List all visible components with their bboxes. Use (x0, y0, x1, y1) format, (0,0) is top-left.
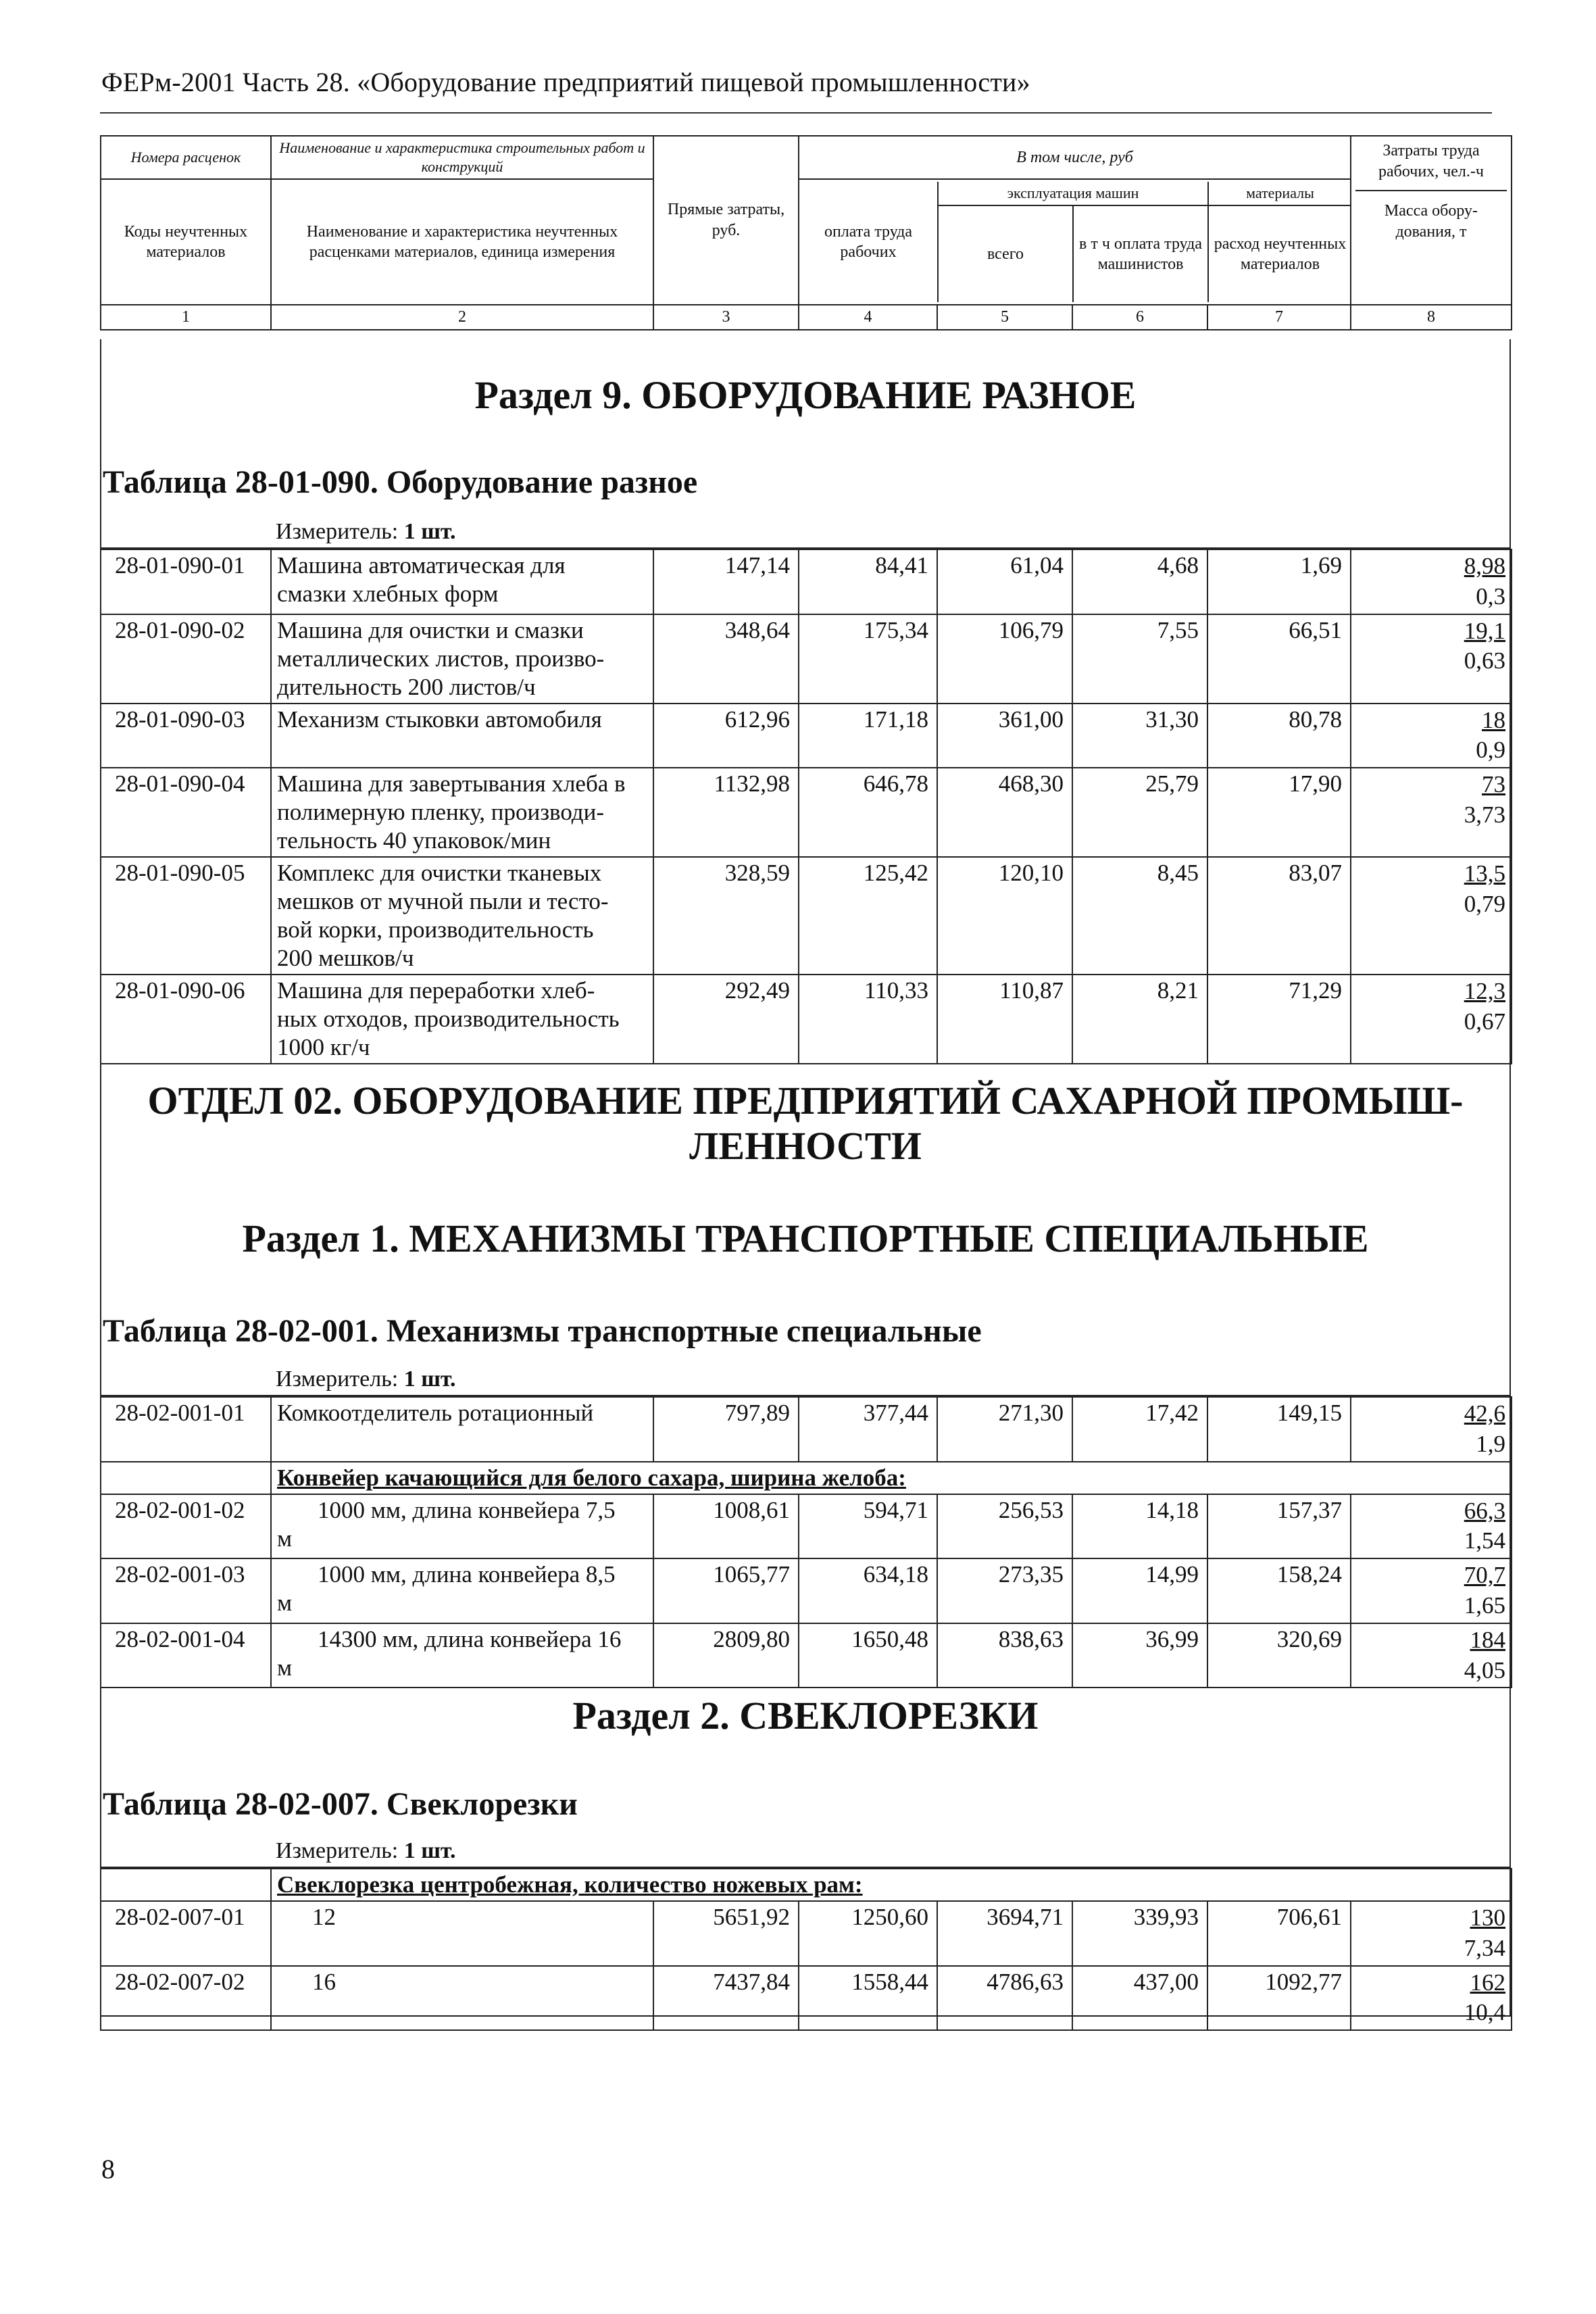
equipment-mass-value: 0,79 (1464, 890, 1505, 917)
direct-cost-cell: 1008,61 (653, 1494, 799, 1559)
col-number: 7 (1207, 305, 1351, 330)
operator-pay-cell: 8,45 (1072, 857, 1207, 975)
group-label: Конвейер качающийся для белого сахара, ширина желоба: (271, 1462, 1512, 1494)
header-breakdown-inner (799, 182, 1351, 302)
worker-pay-cell: 1558,44 (799, 1966, 937, 2031)
operator-pay-cell: 4,68 (1072, 549, 1207, 614)
department-title (100, 1079, 1511, 1168)
header-uncounted-materials-use: расход неучтенных материалов (1214, 235, 1347, 274)
labor-costs-value: 130 (1470, 1904, 1506, 1931)
rate-name (271, 1623, 653, 1688)
rate-code: 28-02-007-02 (101, 1966, 271, 2031)
table-28-02-001 (100, 1396, 1512, 1688)
equipment-mass-value: 0,3 (1476, 583, 1505, 610)
operator-pay-cell: 36,99 (1072, 1623, 1207, 1688)
header-rule (100, 112, 1492, 114)
header-column-numbers (101, 305, 1512, 330)
header-rate-numbers: Номера расценок (101, 136, 271, 179)
labor-costs-value: 70,7 (1464, 1562, 1505, 1589)
col-number: 6 (1072, 305, 1207, 330)
worker-pay-cell: 110,33 (799, 975, 937, 1064)
rate-name-line: 200 мешков/ч (277, 945, 414, 972)
equipment-mass-value: 1,54 (1464, 1527, 1505, 1554)
unit-line (276, 1838, 456, 1864)
section-title: Раздел 9. ОБОРУДОВАНИЕ РАЗНОЕ (474, 373, 1137, 417)
materials-cell: 1,69 (1207, 549, 1351, 614)
labor-costs-value: 12,3 (1464, 978, 1505, 1005)
labor-costs-value: 66,3 (1464, 1497, 1505, 1524)
rate-code: 28-02-001-01 (101, 1397, 271, 1462)
rate-name: 12 (271, 1901, 653, 1966)
rate-name-line: Машина для переработки хлеб- (277, 977, 595, 1004)
equipment-mass-value: 10,4 (1464, 1999, 1506, 2026)
worker-pay-cell: 1250,60 (799, 1901, 937, 1966)
header-machine-operation: эксплуатация машин (938, 182, 1208, 205)
header-labor-mass (1351, 136, 1512, 305)
group-row (101, 1869, 1512, 1901)
rate-name (271, 614, 653, 704)
header-equipment-mass: Масса обору-дования, т (1355, 190, 1507, 242)
col-number: 3 (653, 305, 799, 330)
rate-code: 28-01-090-06 (101, 975, 271, 1064)
table-title: Таблица 28-02-007. Свеклорезки (103, 1786, 578, 1822)
labor-mass-cell (1351, 614, 1512, 704)
equipment-mass-value: 0,9 (1476, 737, 1505, 764)
header-materials: материалы (1208, 182, 1351, 205)
unit-label: Измеритель: (276, 1367, 399, 1392)
rate-code: 28-01-090-04 (101, 768, 271, 857)
direct-cost-cell: 2809,80 (653, 1623, 799, 1688)
labor-costs-value: 8,98 (1464, 553, 1505, 579)
machine-total-cell: 120,10 (937, 857, 1072, 975)
header-breakdown (799, 179, 1351, 305)
labor-mass-cell (1351, 975, 1512, 1064)
operator-pay-cell: 14,18 (1072, 1494, 1207, 1559)
rate-name-line: Машина для завертывания хлеба в (277, 770, 626, 797)
labor-mass-cell (1351, 704, 1512, 768)
direct-cost-cell: 328,59 (653, 857, 799, 975)
rate-name (271, 768, 653, 857)
direct-cost-cell: 5651,92 (653, 1901, 799, 1966)
equipment-mass-value: 1,65 (1464, 1592, 1505, 1619)
equipment-mass-value: 1,9 (1476, 1430, 1505, 1457)
operator-pay-cell: 339,93 (1072, 1901, 1207, 1966)
materials-cell: 149,15 (1207, 1397, 1351, 1462)
labor-mass-cell (1351, 1901, 1512, 1966)
section-title: Раздел 1. МЕХАНИЗМЫ ТРАНСПОРТНЫЕ СПЕЦИАЛЬНЫЕ (242, 1216, 1369, 1260)
rate-name: 16 (271, 1966, 653, 2031)
direct-cost-cell: 612,96 (653, 704, 799, 768)
worker-pay-cell: 171,18 (799, 704, 937, 768)
operator-pay-cell: 437,00 (1072, 1966, 1207, 2031)
labor-mass-cell (1351, 1558, 1512, 1623)
rate-name-line: тельность 40 упаковок/мин (277, 827, 551, 854)
page-number: 8 (101, 2154, 115, 2184)
direct-cost-cell: 292,49 (653, 975, 799, 1064)
col-number: 2 (271, 305, 653, 330)
materials-cell: 66,51 (1207, 614, 1351, 704)
rate-name-line: ных отходов, производительность (277, 1006, 620, 1033)
machine-total-cell: 838,63 (937, 1623, 1072, 1688)
table-row (101, 768, 1512, 857)
rate-name-line: м (277, 1590, 293, 1617)
direct-cost-cell: 797,89 (653, 1397, 799, 1462)
machine-total-cell: 361,00 (937, 704, 1072, 768)
rate-name-line: вой корки, производительность (277, 916, 594, 943)
table-row (101, 614, 1512, 704)
header-incl-rub: В том числе, руб (799, 136, 1351, 179)
labor-costs-value: 42,6 (1464, 1400, 1505, 1427)
rate-code: 28-02-007-01 (101, 1901, 271, 1966)
rate-name-line: смазки хлебных форм (277, 581, 499, 607)
rate-name-line: 14300 мм, длина конвейера 16 (318, 1625, 622, 1652)
table-row (101, 1494, 1512, 1559)
rate-name-line: Машина для очистки и смазки (277, 616, 584, 643)
running-head: ФЕРм-2001 Часть 28. «Оборудование предприятий пищевой промышленности» (101, 67, 1030, 97)
section-title: Раздел 2. СВЕКЛОРЕЗКИ (572, 1694, 1039, 1738)
header-codes-uncounted: Коды неучтенных материалов (101, 179, 271, 305)
operator-pay-cell: 31,30 (1072, 704, 1207, 768)
machine-total-cell: 3694,71 (937, 1901, 1072, 1966)
worker-pay-cell: 377,44 (799, 1397, 937, 1462)
table-title: Таблица 28-01-090. Оборудование разное (103, 464, 698, 500)
labor-costs-value: 19,1 (1464, 617, 1505, 644)
rate-name-line: дительность 200 листов/ч (277, 673, 536, 700)
unit-label: Измеритель: (276, 1838, 399, 1863)
labor-costs-value: 162 (1470, 1969, 1506, 1996)
materials-cell: 706,61 (1207, 1901, 1351, 1966)
rate-code: 28-02-001-02 (101, 1494, 271, 1559)
header-total: всего (938, 205, 1073, 302)
worker-pay-cell: 175,34 (799, 614, 937, 704)
unit-value: 1 шт. (403, 1838, 456, 1863)
rate-code: 28-01-090-01 (101, 549, 271, 614)
rate-code: 28-01-090-05 (101, 857, 271, 975)
rate-name (271, 857, 653, 975)
table-body (101, 1869, 1512, 2030)
rate-name (271, 1558, 653, 1623)
rate-name-line: полимерную пленку, производи- (277, 799, 605, 826)
table-row (101, 704, 1512, 768)
header-name-char: Наименование и характеристика строительных работ и конструкций (271, 136, 653, 179)
equipment-mass-value: 7,34 (1464, 1934, 1506, 1961)
header-incl-operator-pay: в т ч оплата труда машинистов (1073, 205, 1208, 302)
table-title: Таблица 28-02-001. Механизмы транспортные специальные (103, 1313, 982, 1349)
labor-costs-value: 184 (1470, 1626, 1505, 1653)
department-title-line1: ОТДЕЛ 02. ОБОРУДОВАНИЕ ПРЕДПРИЯТИЙ САХАРНОЙ ПРОМЫШ- (147, 1079, 1464, 1123)
table-row (101, 1397, 1512, 1462)
materials-cell: 17,90 (1207, 768, 1351, 857)
rate-name-line: 1000 мм, длина конвейера 8,5 (318, 1561, 616, 1588)
col-number: 8 (1351, 305, 1512, 330)
code-cell (101, 1462, 271, 1494)
table-28-02-007 (100, 1868, 1512, 2031)
labor-mass-cell (1351, 1623, 1512, 1688)
rate-code: 28-02-001-03 (101, 1558, 271, 1623)
table-row (101, 549, 1512, 614)
materials-cell: 80,78 (1207, 704, 1351, 768)
labor-mass-cell (1351, 857, 1512, 975)
direct-cost-cell: 348,64 (653, 614, 799, 704)
machine-total-cell: 106,79 (937, 614, 1072, 704)
col-number: 1 (101, 305, 271, 330)
table-row (101, 1901, 1512, 1966)
labor-costs-value: 73 (1482, 771, 1505, 798)
rate-name-line: Механизм стыковки автомобиля (277, 706, 602, 733)
rate-code: 28-01-090-03 (101, 704, 271, 768)
worker-pay-cell: 646,78 (799, 768, 937, 857)
rate-name-line: металлических листов, произво- (277, 645, 605, 672)
operator-pay-cell: 14,99 (1072, 1558, 1207, 1623)
rate-name (271, 704, 653, 768)
rate-name (271, 975, 653, 1064)
rate-name-line: м (277, 1654, 293, 1681)
unit-value: 1 шт. (403, 1367, 456, 1392)
table-body (101, 549, 1512, 1064)
table-row (101, 1623, 1512, 1688)
materials-cell: 158,24 (1207, 1558, 1351, 1623)
header-name-uncounted: Наименование и характеристика неучтенных расценками материалов, единица измерения (271, 179, 653, 305)
rate-code: 28-01-090-02 (101, 614, 271, 704)
equipment-mass-value: 4,05 (1464, 1656, 1505, 1683)
machine-total-cell: 273,35 (937, 1558, 1072, 1623)
group-row (101, 1462, 1512, 1494)
rate-name: Комкоотделитель ротационный (271, 1397, 653, 1462)
group-label: Свеклорезка центробежная, количество ножевых рам: (271, 1869, 1512, 1901)
machine-total-cell: 271,30 (937, 1397, 1072, 1462)
worker-pay-cell: 594,71 (799, 1494, 937, 1559)
rate-name-line: м (277, 1525, 293, 1552)
direct-cost-cell: 1132,98 (653, 768, 799, 857)
materials-cell: 320,69 (1207, 1623, 1351, 1688)
unit-line (276, 1367, 456, 1392)
code-cell (101, 1869, 271, 1901)
table-28-01-090 (100, 549, 1512, 1064)
col-number: 5 (937, 305, 1072, 330)
operator-pay-cell: 25,79 (1072, 768, 1207, 857)
rate-name-line: мешков от мучной пыли и тесто- (277, 888, 609, 915)
rate-code: 28-02-001-04 (101, 1623, 271, 1688)
materials-cell: 157,37 (1207, 1494, 1351, 1559)
machine-total-cell: 4786,63 (937, 1966, 1072, 2031)
labor-mass-cell (1351, 1397, 1512, 1462)
unit-line (276, 519, 456, 545)
machine-total-cell: 468,30 (937, 768, 1072, 857)
rate-name-line: Комплекс для очистки тканевых (277, 860, 602, 887)
machine-total-cell: 256,53 (937, 1494, 1072, 1559)
equipment-mass-value: 0,63 (1464, 647, 1505, 674)
operator-pay-cell: 7,55 (1072, 614, 1207, 704)
labor-mass-cell (1351, 1494, 1512, 1559)
labor-mass-cell (1351, 1966, 1512, 2031)
column-header-table (100, 135, 1512, 330)
labor-costs-value: 18 (1482, 706, 1505, 733)
rate-name (271, 549, 653, 614)
labor-mass-cell (1351, 768, 1512, 857)
table-row (101, 1966, 1512, 2031)
worker-pay-cell: 125,42 (799, 857, 937, 975)
rate-name-line: Машина автоматическая для (277, 552, 566, 578)
worker-pay-cell: 84,41 (799, 549, 937, 614)
department-title-line2: ЛЕННОСТИ (689, 1123, 922, 1168)
unit-label: Измеритель: (276, 519, 399, 544)
header-direct-costs: Прямые затраты, руб. (653, 136, 799, 305)
direct-cost-cell: 147,14 (653, 549, 799, 614)
table-body (101, 1397, 1512, 1688)
worker-pay-cell: 1650,48 (799, 1623, 937, 1688)
direct-cost-cell: 1065,77 (653, 1558, 799, 1623)
operator-pay-cell: 17,42 (1072, 1397, 1207, 1462)
worker-pay-cell: 634,18 (799, 1558, 937, 1623)
materials-cell: 1092,77 (1207, 1966, 1351, 2031)
rate-name-line: 1000 мм, длина конвейера 7,5 (318, 1496, 616, 1523)
table-row (101, 857, 1512, 975)
operator-pay-cell: 8,21 (1072, 975, 1207, 1064)
labor-costs-value: 13,5 (1464, 860, 1505, 887)
table-row (101, 1558, 1512, 1623)
equipment-mass-value: 3,73 (1464, 801, 1505, 828)
header-labor-costs: Затраты труда рабочих, чел.-ч (1378, 142, 1484, 180)
col-number: 4 (799, 305, 937, 330)
machine-total-cell: 110,87 (937, 975, 1072, 1064)
labor-mass-cell (1351, 549, 1512, 614)
materials-cell: 71,29 (1207, 975, 1351, 1064)
direct-cost-cell: 7437,84 (653, 1966, 799, 2031)
equipment-mass-value: 0,67 (1464, 1008, 1505, 1035)
machine-total-cell: 61,04 (937, 549, 1072, 614)
materials-cell: 83,07 (1207, 857, 1351, 975)
rate-name-line: 1000 кг/ч (277, 1034, 370, 1061)
unit-value: 1 шт. (403, 519, 456, 544)
header-worker-pay: оплата труда рабочих (799, 182, 938, 302)
rate-name (271, 1494, 653, 1559)
table-row (101, 975, 1512, 1064)
